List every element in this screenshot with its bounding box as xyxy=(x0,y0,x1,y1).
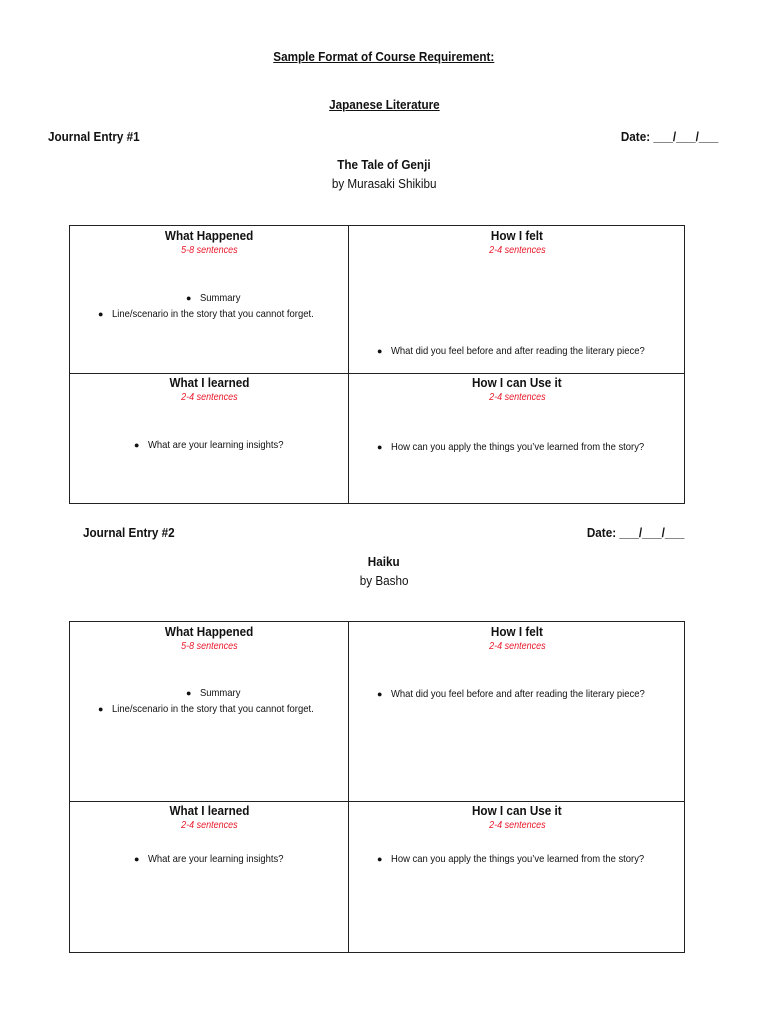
sentence-requirement: 5-8 sentences xyxy=(180,641,238,652)
sentence-requirement: 2-4 sentences xyxy=(180,392,238,403)
cell-heading: What Happened xyxy=(164,228,254,243)
cell-heading: How I felt xyxy=(490,624,544,639)
bullet-summary: ● Summary xyxy=(186,687,241,699)
entry-2-work-title: Haiku xyxy=(368,554,400,569)
cell-heading: What I learned xyxy=(169,803,249,818)
journal-entry-2-date: Date: ___/___/___ xyxy=(586,525,684,540)
cell-heading: How I felt xyxy=(490,228,544,243)
subject-title: Japanese Literature xyxy=(328,97,440,112)
cell-heading: How I can Use it xyxy=(472,375,562,390)
entry-2-what-happened-cell[interactable] xyxy=(70,622,348,801)
bullet-insights: ● What are your learning insights? xyxy=(134,853,284,865)
bullet-summary: ● Summary xyxy=(186,292,241,304)
sentence-requirement: 2-4 sentences xyxy=(488,820,546,831)
entry-1-what-i-learned-cell[interactable] xyxy=(70,374,348,504)
cell-heading: What Happened xyxy=(164,624,254,639)
bullet-line-scenario: ● Line/scenario in the story that you cannot forget. xyxy=(98,703,314,715)
cell-heading: What I learned xyxy=(169,375,249,390)
sentence-requirement: 2-4 sentences xyxy=(488,392,546,403)
journal-entry-1-date: Date: ___/___/___ xyxy=(620,129,718,144)
entry-1-what-happened-cell[interactable] xyxy=(70,226,348,373)
entry-1-journal-table xyxy=(69,225,685,504)
journal-entry-1-label: Journal Entry #1 xyxy=(48,129,140,144)
sentence-requirement: 2-4 sentences xyxy=(488,245,546,256)
journal-entry-2-label: Journal Entry #2 xyxy=(83,525,175,540)
bullet-feelings: ● What did you feel before and after reading the literary piece? xyxy=(377,688,645,700)
entry-2-how-i-can-use-it-cell[interactable] xyxy=(349,802,685,953)
entry-2-what-i-learned-cell[interactable] xyxy=(70,802,348,953)
document-title: Sample Format of Course Requirement: xyxy=(273,49,495,64)
entry-1-how-i-felt-cell[interactable] xyxy=(349,226,685,373)
bullet-insights: ● What are your learning insights? xyxy=(134,439,284,451)
entry-2-journal-table xyxy=(69,621,685,953)
sentence-requirement: 5-8 sentences xyxy=(180,245,238,256)
bullet-feelings: ● What did you feel before and after reading the literary piece? xyxy=(377,345,645,357)
entry-2-how-i-felt-cell[interactable] xyxy=(349,622,685,801)
bullet-line-scenario: ● Line/scenario in the story that you cannot forget. xyxy=(98,308,314,320)
entry-1-how-i-can-use-it-cell[interactable] xyxy=(349,374,685,504)
entry-2-work-author: by Basho xyxy=(359,573,409,588)
bullet-apply: ● How can you apply the things you’ve learned from the story? xyxy=(377,441,645,453)
sentence-requirement: 2-4 sentences xyxy=(488,641,546,652)
entry-1-work-author: by Murasaki Shikibu xyxy=(331,176,437,191)
entry-1-work-title: The Tale of Genji xyxy=(337,157,431,172)
bullet-apply: ● How can you apply the things you’ve learned from the story? xyxy=(377,853,645,865)
sentence-requirement: 2-4 sentences xyxy=(180,820,238,831)
cell-heading: How I can Use it xyxy=(472,803,562,818)
